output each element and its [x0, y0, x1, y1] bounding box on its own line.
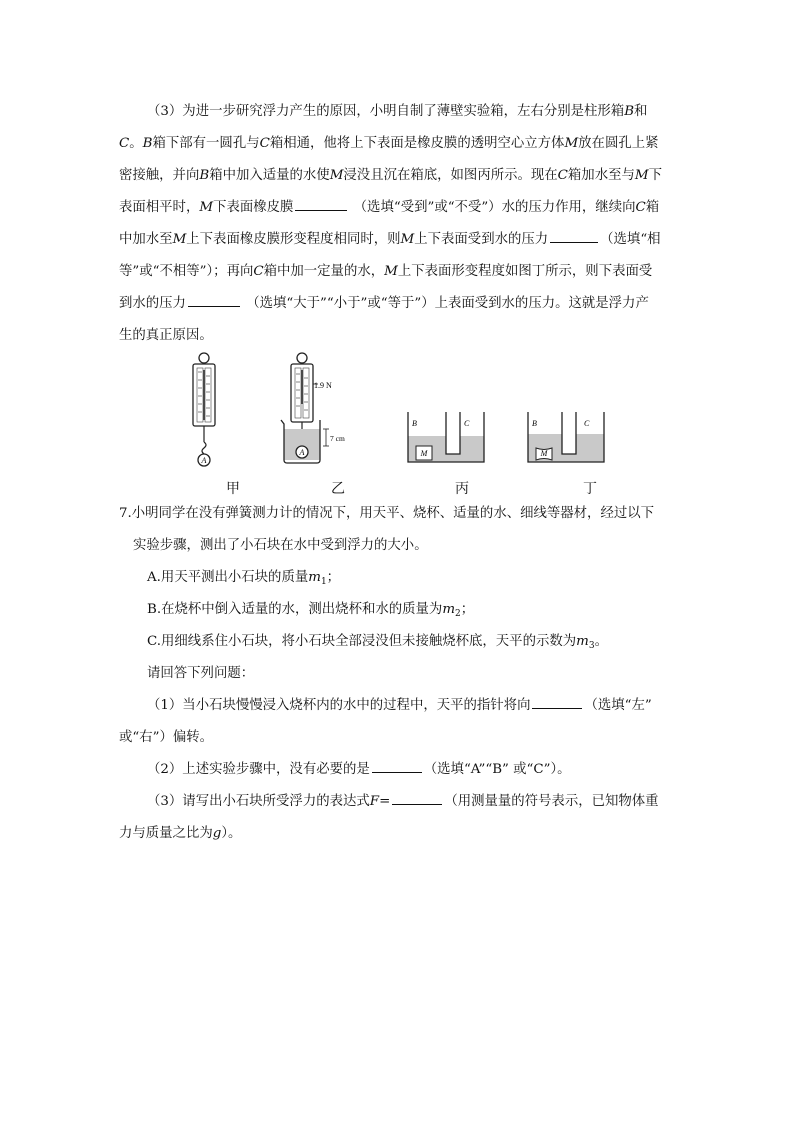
q7-step-a — [147, 566, 340, 587]
text: 浸没且沉在箱底，如图丙所示。现在 — [343, 168, 558, 183]
var-C: C — [253, 264, 264, 279]
text: 力与质量之比为 — [119, 826, 213, 841]
text: 密接触，并向 — [119, 168, 200, 183]
text: ； — [326, 570, 341, 585]
q7-part3-line-2 — [119, 822, 241, 841]
text: 放在圆孔上紧 — [578, 136, 659, 151]
q6-line-4 — [119, 196, 659, 215]
subscript: 3 — [588, 641, 595, 651]
text: 箱中加入适量的水使 — [209, 168, 330, 183]
q7-part3-line-1 — [147, 790, 659, 809]
text: 箱中加一定量的水， — [263, 264, 385, 279]
text: = — [379, 794, 391, 809]
var-m: m — [576, 634, 589, 649]
var-F: F — [369, 794, 380, 809]
text: 上下表面橡皮膜形变程度相同时，则 — [186, 232, 401, 247]
text: 。 — [129, 136, 143, 151]
text: （选填“左” — [584, 698, 652, 713]
q7-part2 — [147, 758, 571, 777]
text: 上下表面受到水的压力 — [414, 232, 549, 247]
text: 等”或“不相等”）；再向 — [119, 264, 254, 279]
q7-step-b — [147, 598, 474, 619]
text: 。 — [594, 634, 608, 649]
var-B: B — [199, 168, 210, 183]
q6-line-7 — [119, 292, 649, 311]
answer-blank-2[interactable] — [550, 228, 598, 243]
spring-scale-yi — [281, 353, 345, 463]
text: （选填“相 — [600, 232, 661, 247]
box-label-B: B — [532, 419, 537, 428]
var-B: B — [142, 136, 153, 151]
var-C: C — [635, 200, 646, 215]
q6-line-2 — [119, 132, 659, 151]
text: 箱加水至与 — [567, 168, 635, 183]
box-label-C: C — [584, 419, 590, 428]
text: （选填“大于”“小于”或“等于”）上表面受到水的压力。这就是浮力产 — [246, 296, 649, 311]
text: ）。 — [221, 826, 242, 841]
var-g: g — [212, 826, 222, 841]
cube-label: M — [420, 449, 428, 458]
box-label-B: B — [412, 419, 417, 428]
figure-label-yi: 乙 — [331, 481, 345, 497]
var-C: C — [557, 168, 568, 183]
spring-scale-jia — [193, 353, 215, 466]
subscript: 1 — [320, 577, 327, 587]
var-M: M — [564, 136, 579, 151]
answer-blank-3[interactable] — [188, 292, 240, 307]
q7-ask — [147, 662, 254, 681]
text: A.用天平测出小石块的质量 — [147, 570, 309, 585]
text: ； — [460, 602, 475, 617]
text: 下 — [648, 168, 662, 183]
var-M: M — [329, 168, 344, 183]
text: （选填“A”“B” 或“C”）。 — [423, 762, 571, 777]
subscript: 2 — [455, 609, 461, 619]
var-C: C — [259, 136, 270, 151]
box-label-C: C — [464, 419, 470, 428]
var-B: B — [624, 104, 635, 119]
experiment-figure — [180, 350, 620, 470]
q7-step-c — [147, 630, 608, 651]
figure-label-bing: 丙 — [455, 481, 469, 497]
text: C.用细线系住小石块，将小石块全部浸没但未接触烧杯底，天平的示数为 — [147, 634, 577, 649]
figure-label-jia: 甲 — [226, 481, 240, 497]
cube-label: M — [540, 449, 548, 458]
var-C: C — [119, 136, 130, 151]
figure-label-ding: 丁 — [583, 481, 597, 497]
text: （3）为进一步研究浮力产生的原因，小明自制了薄壁实验箱，左右分别是柱形箱 — [147, 104, 625, 119]
text: 表面相平时， — [119, 200, 200, 215]
text: 箱下部有一圆孔与 — [152, 136, 260, 151]
text: （用测量量的符号表示，已知物体重 — [444, 794, 659, 809]
scale-reading: 1.9 N — [314, 381, 332, 390]
text: B.在烧杯中倒入适量的水，测出烧杯和水的质量为 — [147, 602, 443, 617]
text: （2）上述实验步骤中，没有必要的是 — [147, 762, 370, 777]
text: 中加水至 — [119, 232, 173, 247]
text: （选填“受到”或“不受”）水的压力作用，继续向 — [353, 200, 636, 215]
q7-stem-line-2 — [133, 534, 428, 553]
q6-line-6 — [119, 260, 652, 279]
text: 箱相通，他将上下表面是橡皮膜的透明空心立方体 — [269, 136, 565, 151]
answer-blank-1[interactable] — [295, 196, 347, 211]
box-bing — [408, 412, 484, 462]
var-m: m — [308, 570, 321, 585]
q7-stem-line-1 — [119, 502, 654, 521]
q7-part1-line-2 — [119, 726, 213, 745]
q7-part1-line-1 — [147, 694, 652, 713]
text: 7.小明同学在没有弹簧测力计的情况下，用天平、烧杯、适量的水、细线等器材，经过以下 — [119, 506, 655, 521]
var-m: m — [442, 602, 456, 617]
q6-line-5 — [119, 228, 661, 247]
var-M: M — [634, 168, 649, 183]
var-M: M — [384, 264, 398, 279]
text: 或“右”）偏转。 — [119, 730, 214, 745]
var-M: M — [172, 232, 187, 247]
ball-label: A — [201, 456, 207, 465]
var-M: M — [199, 200, 214, 215]
ball-label: A — [299, 448, 305, 457]
text: 到水的压力 — [119, 296, 186, 311]
var-M: M — [400, 232, 415, 247]
text: 实验步骤，测出了小石块在水中受到浮力的大小。 — [133, 538, 428, 553]
box-ding — [528, 412, 604, 462]
q6-line-3 — [119, 164, 662, 183]
text: 请回答下列问题： — [147, 666, 255, 681]
text: 上下表面形变程度如图丁所示，则下表面受 — [397, 264, 653, 279]
text: 箱 — [645, 200, 660, 215]
q6-line-1 — [147, 100, 647, 119]
text: 和 — [634, 104, 648, 119]
answer-blank-5[interactable] — [372, 758, 422, 773]
answer-blank-4[interactable] — [532, 694, 582, 709]
text: （3）请写出小石块所受浮力的表达式 — [147, 794, 370, 809]
depth-label: 7 cm — [330, 434, 345, 443]
text: （1）当小石块慢慢浸入烧杯内的水中的过程中，天平的指针将向 — [147, 698, 531, 713]
answer-blank-6[interactable] — [392, 790, 442, 805]
text: 下表面橡皮膜 — [213, 200, 294, 215]
text: 生的真正原因。 — [119, 328, 213, 343]
q6-line-8 — [119, 324, 213, 343]
